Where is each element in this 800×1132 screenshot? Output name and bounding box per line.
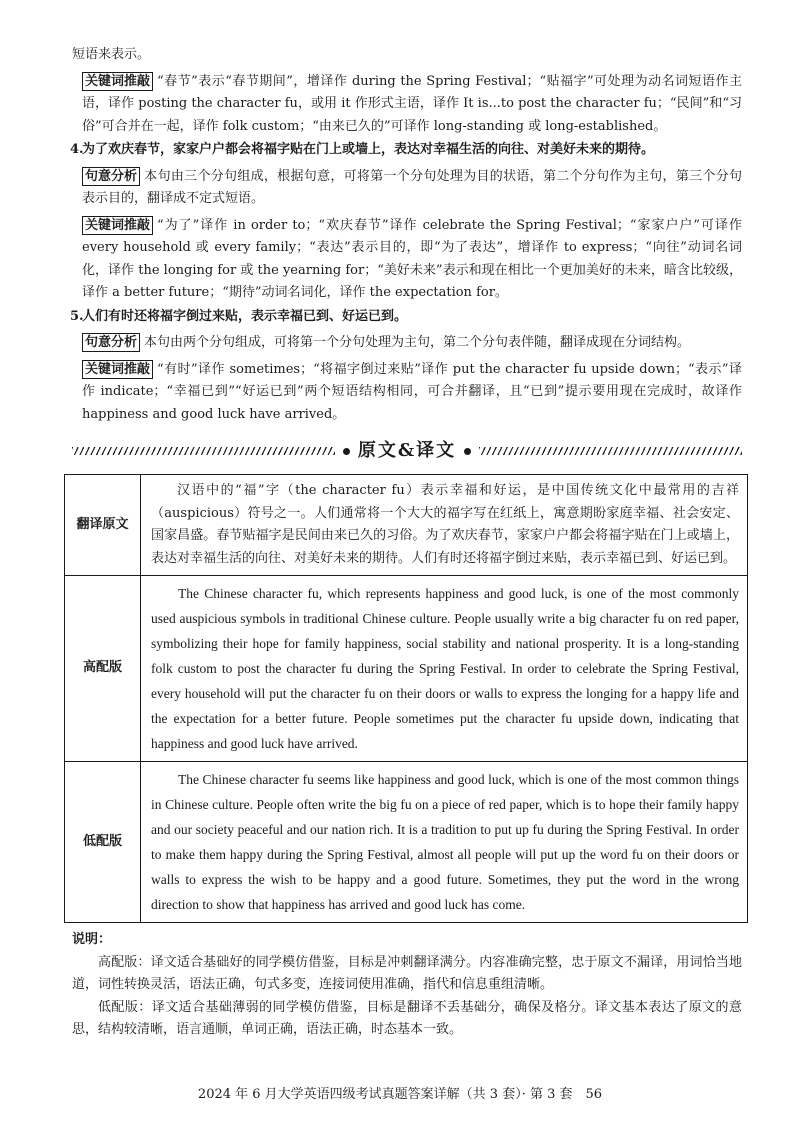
intro-line: 短语来表示。 (72, 47, 151, 62)
row-label: 高配版 (65, 576, 141, 762)
low-version-text: The Chinese character fu seems like happiness and good luck, which is one of the most common things in Chinese culture. People often write the big fu on a piece of red paper, which is to hope their family happy and our society peaceful and our nation rich. It is a tradition to put up fu during the Spring Festival. In order to make them happy during the Spring Festival, almost all people will put up the word fu on their doors or walls to express the wish to be happy and a good future. Sometimes, they put the word in the wrong direction to show that happiness has arrived and good luck has come. (151, 772, 739, 912)
keywords-block-4 (72, 215, 742, 305)
keywords-block-5 (72, 359, 742, 427)
keywords-tag: 关键词推敲 (82, 360, 153, 379)
translation-table (64, 474, 748, 923)
analysis-block-4 (72, 166, 742, 211)
row-content (141, 762, 748, 923)
page-body (72, 44, 742, 1042)
bullet-right (464, 448, 471, 455)
notes-high: 高配版：译文适合基础好的同学模仿借鉴，目标是冲刺翻译满分。内容准确完整，忠于原文不漏译，用词恰当地道，词性转换灵活，语法正确，句式多变，连接词使用准确，指代和信息重组清晰。 (72, 954, 742, 992)
item-sentence: 人们有时还将福字倒过来贴，表示幸福已到、好运已到。 (82, 308, 408, 324)
analysis-tag: 句意分析 (82, 167, 140, 186)
page-footer: 2024 年 6 月大学英语四级考试真题答案详解（共 3 套）· 第 3 套 56 (197, 1087, 603, 1102)
keywords-text: “有时”译作 sometimes；“将福字倒过来贴”译作 put the character fu upside down；“表示”译作 indicate；“幸福已到”“好运已到”两个短语结构相同，可合并翻译，且“已到”提示要用现在完成时，故译作 happiness and good luck have arrived。 (82, 361, 742, 422)
sentence-item-4 (72, 139, 742, 162)
row-content (141, 475, 748, 576)
notes-heading: 说明： (72, 932, 112, 947)
analysis-text: 本句由三个分句组成，根据句意，可将第一个分句处理为目的状语，第二个分句作为主句，第三个分句表示目的，翻译成不定式短语。 (82, 168, 742, 206)
keywords-tag: 关键词推敲 (82, 216, 153, 235)
analysis-block-5 (72, 332, 742, 355)
section-title: 原文&译文 (357, 439, 457, 461)
bullet-left (343, 448, 350, 455)
section-divider (72, 438, 742, 464)
row-label: 低配版 (65, 762, 141, 923)
row-label: 翻译原文 (65, 475, 141, 576)
item-sentence: 为了欢庆春节，家家户户都会将福字贴在门上或墙上，表达对幸福生活的向往、对美好未来的期待。 (82, 142, 655, 157)
table-row-original (65, 475, 748, 576)
hatch-left (72, 447, 335, 455)
analysis-text: 本句由两个分句组成，可将第一个分句处理为主句，第二个分句表伴随，翻译成现在分词结构。 (144, 335, 691, 350)
row-content (141, 576, 748, 762)
table-row-high (65, 576, 748, 762)
table-row-low (65, 762, 748, 923)
analysis-tag: 句意分析 (82, 333, 140, 352)
keywords-text: “为了”译作 in order to；“欢庆春节”译作 celebrate the Spring Festival；“家家户户”可译作 every household 或 every family；“表达”表示目的，即“为了表达”，增译作 to express；“向往”动词名词化，译作 the longing for 或 the yearning for；“美好未来”表示和现在相比一个更加美好的未来，暗含比较级，译作 a better future；“期待”动词名词化，译作 the expectation for。 (82, 217, 742, 300)
keywords-text: “春节”表示“春节期间”，增译作 during the Spring Festival；“贴福字”可处理为动名词短语作主语，译作 posting the character fu，或用 it 作形式主语，译作 It is...to post the character fu；“民间”和“习俗”可合并在一起，译作 folk custom；“由来已久的”可译作 long-standing 或 long-established。 (82, 73, 742, 134)
hatch-right (479, 447, 742, 455)
original-text: 汉语中的“福”字（the character fu）表示幸福和好运，是中国传统文化中最常用的吉祥（auspicious）符号之一。人们通常将一个大大的福字写在红纸上，寓意期盼家庭幸福、社会安定、国家昌盛。春节贴福字是民间由来已久的习俗。为了欢庆春节，家家户户都会将福字贴在门上或墙上，表达对幸福生活的向往、对美好未来的期待。人们有时还将福字倒过来贴，表示幸福已到、好运已到。 (151, 483, 739, 566)
item-number: 4. (70, 142, 84, 157)
notes-low: 低配版：译文适合基础薄弱的同学模仿借鉴，目标是翻译不丢基础分，确保及格分。译文基本表达了原文的意思，结构较清晰，语言通顺，单词正确，语法正确，时态基本一致。 (72, 999, 742, 1037)
item-number: 5. (70, 308, 84, 324)
keywords-tag: 关键词推敲 (82, 72, 153, 91)
notes-section (72, 929, 742, 1042)
sentence-item-5 (72, 306, 742, 329)
keywords-block-3 (72, 71, 742, 139)
high-version-text: The Chinese character fu, which represents happiness and good luck, is one of the most commonly used auspicious symbols in traditional Chinese culture. People usually write a big character fu on red paper, symbolizing their hope for family happiness, social stability and national prosperity. It is a long-standing folk custom to post the character fu during the Spring Festival. In order to celebrate the Spring Festival, every household will put the character fu on their doors or walls to express the longing for a happy life and the expectation for a better future. People sometimes put the character fu upside down, indicating that happiness and good luck have arrived. (151, 586, 739, 751)
